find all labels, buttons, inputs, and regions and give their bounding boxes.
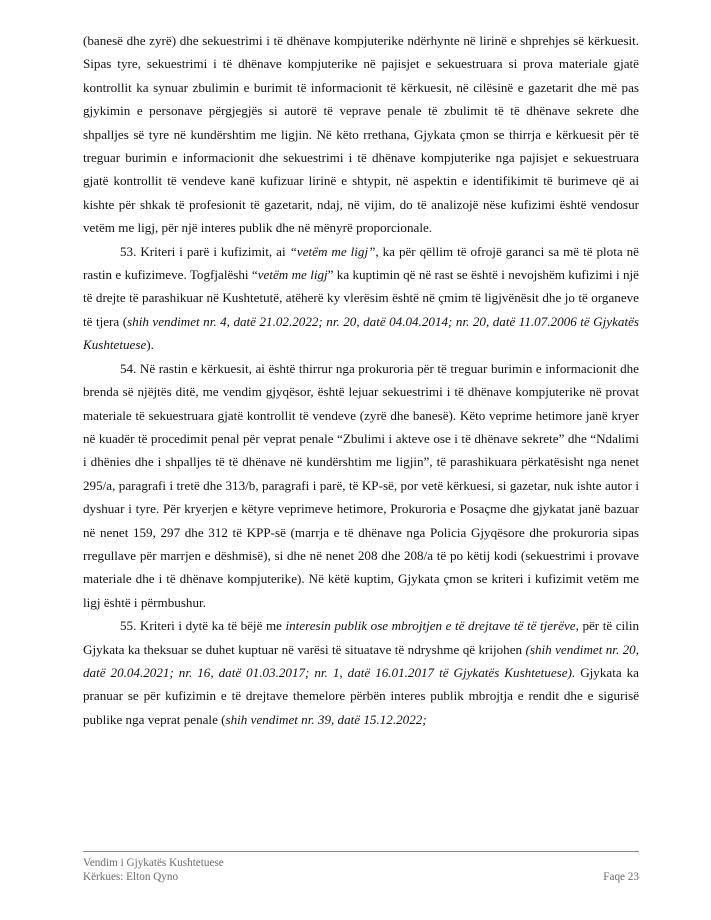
- paragraph-text: (banesë dhe zyrë) dhe sekuestrimi i të dhënave kompjuterike ndërhynte në lirinë e shprehjes së kërkuesit. Sipas tyre, sekuestrimi i të dhënave kompjuterike në pajisjet e sekuestruara si prova materiale gjatë kontrollit ka synuar zbulimin e burimit të informacionit të kërkuesit, në cilësinë e gazetarit dhe më pas gjykimin e personave përgjegjës si autorë të veprave penale të zbulimit të të dhënave sekrete dhe shpalljes së tyre në kundërshtim me ligjin. Në këto rrethana, Gjykata çmon se thirrja e kërkuesit për të treguar burimin e informacionit dhe sekuestrimi i të dhënave kompjuterike nga pajisjet e sekuestruara gjatë kontrollit të vendeve kanë kufizuar lirinë e shtypit, në aspektin e identifikimit të burimeve që ai kishte për shkak të profesionit të gazetarit, ndaj, në vijim, do të analizojë nëse kufizimi është vendosur vetëm me ligj, për një interes publik dhe në mënyrë proporcionale.: [83, 33, 639, 236]
- footer-row: [83, 870, 639, 884]
- citation-italic-text: (shih vendimet nr. 20, datë 20.04.2021; nr. 16, datë 01.03.2017; nr. 1, datë 16.01.2017 të Gjykatës Kushtetuese).: [83, 641, 639, 680]
- paragraph-text: , ka për qëllim të ofrojë garanci sa më të plota në rastin e kufizimeve. Togfjalëshi “: [83, 243, 639, 283]
- page-number: Faqe 23: [603, 871, 639, 883]
- paragraph-55: [83, 614, 639, 731]
- footer-doc-title: Vendim i Gjykatës Kushtetuese: [83, 857, 224, 869]
- paragraph-54: [83, 357, 639, 614]
- paragraph-italic-text: interesin publik ose mbrojtjen e të drejtave të të tjerëve: [285, 618, 576, 634]
- document-body: [83, 29, 639, 731]
- paragraph-text: 54. Në rastin e kërkuesit, ai është thirrur nga prokuroria për të treguar burimin e informacionit dhe brenda së njëjtës ditë, me vendim gjyqësor, është lejuar sekuestrimi i të dhënave kompjuterike në provat materiale të sekuestruara gjatë kontrollit të vendeve (zyrë dhe banesë). Këto veprime hetimore janë kryer në kuadër të procedimit penal për veprat penale “Zbulimi i akteve ose i të dhënave sekrete” dhe “Ndalimi i dhënies dhe i shpalljes të të dhënave në kundërshtim me ligjin”, të parashikuara përkatësisht nga nenet 295/a, paragrafi i tretë dhe 313/b, paragrafi i parë, të KP-së, por vetë kërkuesi, si gazetar, nuk ishte autor i dyshuar i tyre. Për kryerjen e këtyre veprimeve hetimore, Prokuroria e Posaçme dhe gjykatat janë bazuar në nenet 159, 297 dhe 312 të KPP-së (marrja e të dhënave nga Policia Gjyqësore dhe prokuroria sipas rregullave për marrjen e dëshmisë), si dhe në nenet 208 dhe 208/a të po këtij kodi (sekuestrimi i provave materiale dhe i të dhënave kompjuterike). Në këtë kuptim, Gjykata çmon se kriteri i kufizimit vetëm me ligj është i përmbushur.: [83, 360, 639, 610]
- paragraph-text: Gjykata ka pranuar se për kufizimin e të drejtave themelore përbën interes publik mbrojtja e rendit dhe e sigurisë publike nga veprat penale (: [83, 664, 639, 727]
- paragraph-text: 55. Kriteri i dytë ka të bëjë me: [120, 618, 286, 634]
- page-footer: [83, 851, 639, 884]
- paragraph-italic-text: “vetëm me ligj”: [289, 243, 376, 259]
- paragraph-italic-text: vetëm me ligj: [257, 267, 328, 283]
- paragraph-53: [83, 240, 639, 357]
- citation-italic-text: shih vendimet nr. 4, datë 21.02.2022; nr. 20, datë 04.04.2014; nr. 20, datë 11.07.2006 të Gjykatës Kushtetuese: [83, 313, 639, 353]
- paragraph-text: ).: [146, 337, 154, 353]
- citation-italic-text: shih vendimet nr. 39, datë 15.12.2022;: [225, 711, 427, 727]
- paragraph-continuation: [83, 29, 639, 240]
- paragraph-text: , për të cilin Gjykata ka theksuar se duhet kuptuar në varësi të situatave të ndryshme që krijohen: [83, 618, 639, 657]
- paragraph-text: 53. Kriteri i parë i kufizimit, ai: [120, 243, 290, 259]
- footer-applicant: Kërkues: Elton Qyno: [83, 871, 179, 883]
- paragraph-text: ” ka kuptimin që në rast se është i nevojshëm kufizimi i një të drejte të parashikuar në Kushtetutë, atëherë ky vlerësim është në çmim të ligjvënësit dhe jo të organeve të tjera (: [83, 267, 639, 329]
